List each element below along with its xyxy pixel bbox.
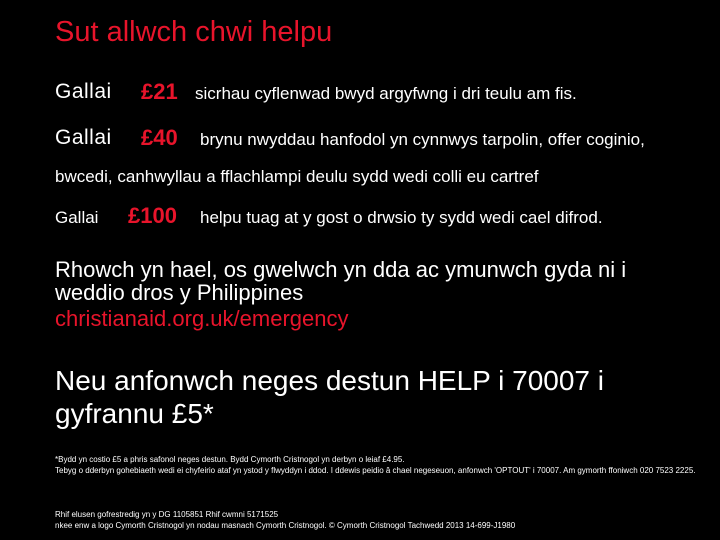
item-2-amount: £40	[141, 125, 178, 150]
footnote-4: nkee enw a logo Cymorth Cristnogol yn nodau masnach Cymorth Cristnogol. © Cymorth Cristnogol Tachwedd 2013 14-699-J1980	[55, 521, 516, 530]
item-1-label: Gallai	[55, 80, 112, 103]
appeal-line-2: weddio dros y Philippines	[55, 280, 304, 305]
item-1-amount: £21	[141, 79, 178, 104]
sms-line-2: gyfrannu £5*	[55, 398, 214, 429]
item-1-text: sicrhau cyflenwad bwyd argyfwng i dri teulu am fis.	[195, 84, 577, 103]
footnote-3: Rhif elusen gofrestredig yn y DG 1105851 Rhif cwmni 5171525	[55, 510, 279, 519]
item-2-label: Gallai	[55, 126, 112, 149]
footnote-1: *Bydd yn costio £5 a phris safonol neges destun. Bydd Cymorth Cristnogol yn derbyn o leiaf £4.95.	[55, 455, 405, 464]
sms-appeal	[55, 364, 604, 430]
item-3-label: Gallai	[55, 208, 99, 227]
item-2-text: brynu nwyddau hanfodol yn cynnwys tarpolin, offer coginio,	[200, 130, 645, 149]
item-3-amount: £100	[128, 203, 177, 228]
emergency-link[interactable]: christianaid.org.uk/emergency	[55, 306, 349, 331]
appeal-text	[55, 258, 626, 304]
page-title: Sut allwch chwi helpu	[55, 16, 333, 48]
appeal-line-1: Rhowch yn hael, os gwelwch yn dda ac ymunwch gyda ni i	[55, 257, 627, 282]
item-3-text: helpu tuag at y gost o drwsio ty sydd wedi cael difrod.	[200, 208, 603, 227]
sms-line-1: Neu anfonwch neges destun HELP i 70007 i	[55, 365, 604, 396]
item-2-continuation: bwcedi, canhwyllau a fflachlampi deulu sydd wedi colli eu cartref	[55, 167, 539, 186]
footnote-2: Tebyg o dderbyn gohebiaeth wedi ei chyfeirio ataf yn ystod y flwyddyn i ddod. I ddewis peidio â chael negeseuon, anfonwch 'OPTOUT' i 70007. Am gymorth ffoniwch 020 7523 2225.	[55, 466, 696, 475]
